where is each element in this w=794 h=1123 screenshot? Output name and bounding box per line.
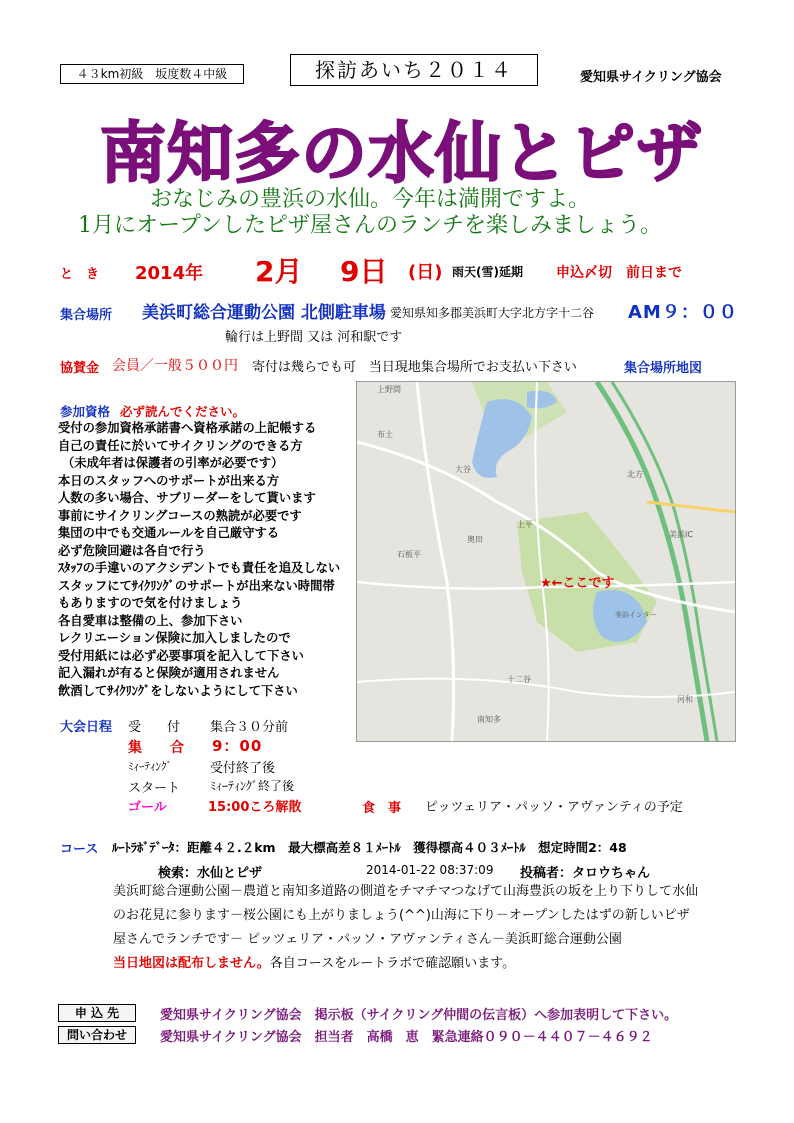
meeting-place: 美浜町総合運動公園 北側駐車場 bbox=[142, 303, 386, 323]
level-badge: ４３km初級 坂度数４中級 bbox=[60, 64, 244, 84]
rule-line: 受付の参加資格承諾書へ資格承諾の上記帳する bbox=[58, 421, 317, 435]
org-name: 愛知県サイクリング協会 bbox=[580, 70, 722, 85]
deadline-note: 申込〆切 前日まで bbox=[556, 265, 682, 281]
course-line: 美浜町総合運動公園－農道と南知多道路の側道をチマチマつなげて山海豊浜の坂を上り下りして水仙 bbox=[113, 884, 699, 899]
page-title: 南知多の水仙とピザ bbox=[100, 115, 703, 192]
rule-line: 本日のスタッフへのサポートが出来る方 bbox=[58, 473, 280, 488]
meeting-place-map[interactable] bbox=[356, 381, 736, 742]
rain-note: 雨天(雪)延期 bbox=[452, 265, 523, 279]
course-search: 検索：水仙とピザ bbox=[158, 866, 263, 881]
rule-line: 自己の責任に於いてサイクリングのできる方 bbox=[58, 438, 303, 453]
meet-value: 9：00 bbox=[212, 737, 263, 755]
rules-heading bbox=[60, 402, 245, 420]
meal-value: ピッツェリア・パッソ・アヴァンティの予定 bbox=[425, 800, 683, 815]
course-note: 各自コースをルートラボで確認願います。 bbox=[269, 956, 516, 971]
map-place-label: 上平 bbox=[517, 520, 533, 529]
map-place-label: 布土 bbox=[377, 430, 393, 439]
meal-label: 食 事 bbox=[362, 801, 402, 816]
map-place-label: 上野間 bbox=[377, 385, 401, 394]
date-year: 2014年 bbox=[135, 263, 204, 284]
rule-line: もありますので気を付けましょう bbox=[58, 596, 243, 610]
schedule-label: 大会日程 bbox=[60, 720, 113, 735]
date-month: 2月 bbox=[255, 255, 303, 288]
rule-line: 必ず危険回避は各自で行う bbox=[58, 543, 206, 558]
course-poster: 投稿者：タロウちゃん bbox=[520, 866, 651, 881]
meeting-time: AM９：００ bbox=[628, 302, 738, 323]
reception-value: 集合３０分前 bbox=[210, 720, 289, 735]
rules-heading-label: 参加資格 bbox=[60, 404, 111, 419]
meeting-session-label: ﾐｨｰﾃｨﾝｸﾞ bbox=[128, 760, 172, 773]
no-map-notice: 当日地図は配布しません。 bbox=[113, 956, 270, 971]
course-description bbox=[113, 880, 698, 976]
apply-label: 申 込 先 bbox=[58, 1004, 136, 1022]
contact-label: 問い合わせ bbox=[58, 1026, 136, 1044]
rule-line: 記入漏れが有ると保険が適用されません bbox=[58, 666, 280, 680]
fee-label: 協賛金 bbox=[60, 361, 100, 376]
course-stats: ﾙｰﾄﾗﾎﾞﾃﾞｰﾀ：距離４２.２km 最大標高差８１ﾒｰﾄﾙ 獲得標高４０３ﾒｰﾄﾙ 想定時間2：48 bbox=[112, 840, 627, 855]
map-place-label: 十二谷 bbox=[507, 675, 531, 684]
meeting-address: 愛知県知多郡美浜町大字北方字十二谷 bbox=[390, 306, 595, 320]
rule-line: 事前にサイクリングコースの熟読が必要です bbox=[58, 508, 302, 523]
map-place-label: 石板平 bbox=[397, 550, 421, 559]
course-label: コース bbox=[60, 842, 99, 857]
course-line: のお花見に参ります－桜公園にも上がりましょう(^^)山海に下り－オープンしたはずの新しいピザ bbox=[113, 908, 690, 923]
map-place-label: 大谷 bbox=[455, 465, 471, 474]
meeting-note: 輪行は上野間 又は 河和駅です bbox=[225, 330, 403, 345]
meet-label: 集 合 bbox=[128, 740, 184, 756]
rule-line: 各自愛車は整備の上、参加下さい bbox=[58, 613, 243, 628]
rules-must-read: 必ず読んでください。 bbox=[120, 404, 246, 419]
series-title: 探訪あいち２０１４ bbox=[290, 54, 538, 86]
course-line bbox=[113, 952, 698, 976]
course-timestamp: 2014-01-22 08:37:09 bbox=[366, 863, 494, 877]
goal-label: ゴール bbox=[128, 800, 167, 815]
map-place-label: 美浜インター bbox=[615, 611, 657, 619]
rule-line: ｽﾀｯﾌの手違いのアクシデントでも責任を追及しない bbox=[58, 561, 341, 575]
reception-label: 受 付 bbox=[128, 720, 181, 735]
start-label: スタート bbox=[128, 781, 181, 796]
map-place-label: 南知多 bbox=[477, 715, 501, 724]
intro-line-2: 1月にオープンしたピザ屋さんのランチを楽しみましょう。 bbox=[78, 213, 663, 238]
intro-line-1: おなじみの豊浜の水仙。今年は満開ですよ。 bbox=[150, 187, 591, 212]
map-place-label: 北方 bbox=[627, 470, 643, 479]
map-label: 集合場所地図 bbox=[624, 361, 703, 376]
map-place-label: 奥田 bbox=[467, 535, 483, 544]
rule-line: 集団の中でも交通ルールを自己厳守する bbox=[58, 526, 280, 540]
rule-line: レクリエーション保険に加入しましたので bbox=[58, 631, 291, 645]
goal-value: 15:00ころ解散 bbox=[208, 800, 302, 815]
rule-line: 受付用紙には必ず必要事項を記入して下さい bbox=[58, 648, 304, 663]
apply-text: 愛知県サイクリング協会 掲示板（サイクリング仲間の伝言板）へ参加表明して下さい。 bbox=[160, 1008, 678, 1023]
fee-text: 会員／一般５００円 bbox=[112, 358, 238, 374]
rule-line: 飲酒してｻｲｸﾘﾝｸﾞをしないようにして下さい bbox=[58, 683, 298, 698]
start-value: ﾐｨｰﾃｨﾝｸﾞ終了後 bbox=[210, 779, 295, 793]
here-marker: ★←ここです bbox=[540, 576, 615, 591]
date-label: と き bbox=[60, 267, 100, 282]
map-place-label: 河和 bbox=[677, 695, 693, 704]
meeting-label: 集合場所 bbox=[60, 308, 113, 323]
rule-line: （未成年者は保護者の引率が必要です） bbox=[62, 456, 284, 470]
map-drawing bbox=[357, 382, 735, 741]
rule-line: スタッフにてｻｲｸﾘﾝｸﾞのサポートが出来ない時間帯 bbox=[58, 578, 335, 593]
rule-line: 人数の多い場合、サブリーダーをして貰います bbox=[58, 491, 316, 505]
rules-list bbox=[58, 420, 340, 700]
meeting-session-value: 受付終了後 bbox=[210, 761, 276, 776]
course-line: 屋さんでランチです－ ピッツェリア・パッソ・アヴァンティさん－美浜町総合運動公園 bbox=[113, 932, 622, 947]
fee-note: 寄付は幾らでも可 当日現地集合場所でお支払い下さい bbox=[252, 360, 577, 375]
date-weekday: (日) bbox=[408, 262, 443, 283]
map-place-label: 美浜IC bbox=[669, 530, 693, 539]
contact-text: 愛知県サイクリング協会 担当者 高橋 恵 緊急連絡０９０－４４０７－４６９２ bbox=[160, 1030, 653, 1045]
date-day: 9日 bbox=[340, 255, 388, 288]
